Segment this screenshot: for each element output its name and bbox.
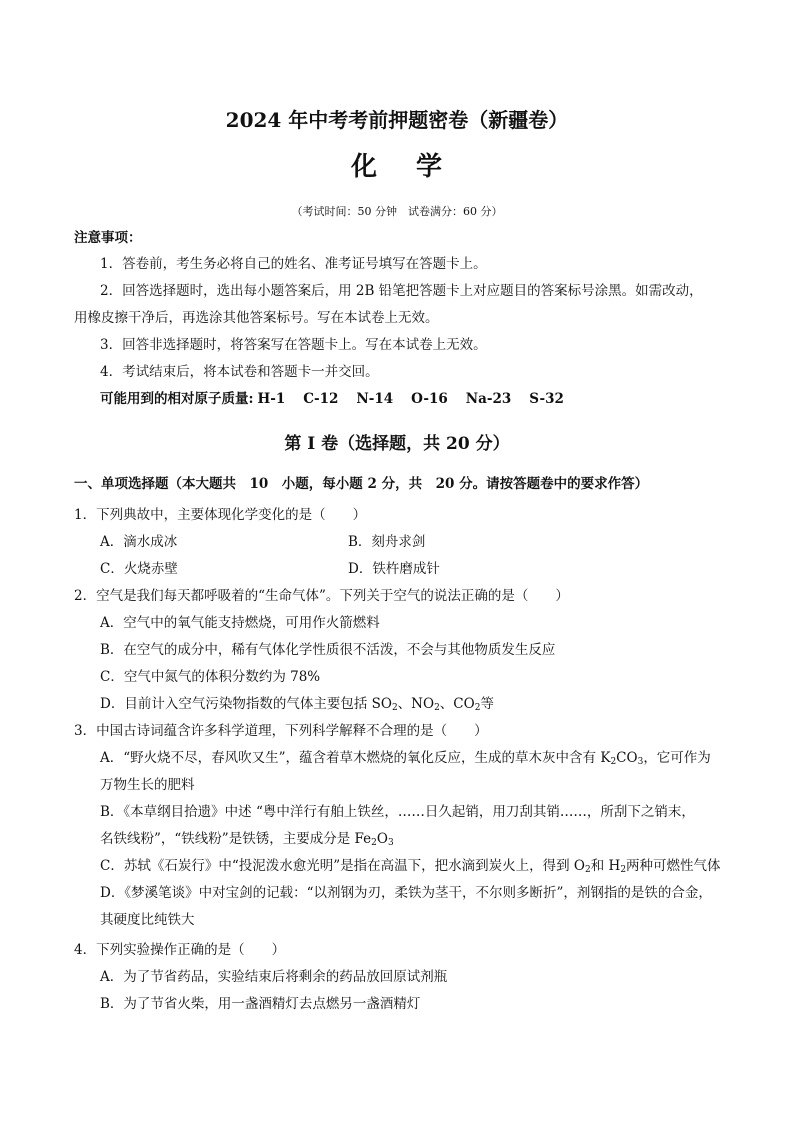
question-3-stem: 3．中国古诗词蕴含许多科学道理，下列科学解释不合理的是（ ） bbox=[74, 723, 488, 739]
subscript: 2 bbox=[371, 838, 377, 848]
notice-heading: 注意事项： bbox=[74, 230, 142, 246]
text: 两种可燃性气体 bbox=[626, 858, 721, 874]
exam-title: 2024 年中考考前押题密卷（新疆卷） bbox=[225, 108, 569, 132]
subject-char-2: 学 bbox=[416, 152, 444, 182]
atomic-mass: H-1 bbox=[257, 391, 286, 407]
text: ，它可作为 bbox=[643, 750, 711, 766]
question-1-options-row-1 bbox=[100, 533, 425, 551]
question-2-option-b: B．在空气的成分中，稀有气体化学性质很不活泼，不会与其他物质发生反应 bbox=[100, 642, 556, 658]
atomic-mass: Na-23 bbox=[465, 391, 512, 407]
question-3-option-d-line-2: 其硬度比纯铁大 bbox=[100, 912, 195, 928]
text: 等 bbox=[480, 696, 494, 712]
part1-heading: 一、单项选择题（本大题共 10 小题，每小题 2 分，共 20 分。请按答题卷中的要求作答） bbox=[74, 476, 649, 492]
question-3-option-b-line-2 bbox=[100, 830, 394, 848]
question-3-option-a-line-2: 万物生长的肥料 bbox=[100, 777, 195, 793]
question-3-option-d-line-1: D．《梦溪笔谈》中对宝剑的记载：“以剂钢为刃，柔铁为茎干，不尔则多断折”，剂钢指的是铁的合金， bbox=[100, 885, 712, 901]
question-2-option-d bbox=[100, 695, 494, 713]
subscript: 2 bbox=[610, 757, 617, 767]
notice-item-1: 1．答卷前，考生务必将自己的姓名、准考证号填写在答题卡上。 bbox=[100, 256, 487, 272]
subscript: 2 bbox=[391, 703, 398, 713]
question-1-options-row-2 bbox=[100, 560, 440, 578]
question-2-option-a: A．空气中的氧气能支持燃烧，可用作火箭燃料 bbox=[100, 615, 380, 631]
subject-char-1: 化 bbox=[350, 152, 378, 182]
question-2-option-c: C．空气中氮气的体积分数约为 78% bbox=[100, 669, 321, 685]
notice-item-4: 4．考试结束后，将本试卷和答题卡一并交回。 bbox=[100, 364, 379, 380]
text: D．目前计入空气污染物指数的气体主要包括 SO bbox=[100, 696, 392, 712]
question-3-option-c bbox=[100, 857, 721, 875]
text: O bbox=[376, 831, 388, 847]
question-3-option-b-line-1: B．《本草纲目拾遗》中述 “粤中洋行有舶上铁丝，……日久起销，用刀刮其销……，所刮下之销末， bbox=[100, 804, 695, 820]
subject-title bbox=[0, 146, 794, 183]
section-title: 第 I 卷（选择题，共 20 分） bbox=[284, 434, 510, 454]
text: 和 H bbox=[590, 858, 621, 874]
subscript: 2 bbox=[434, 703, 440, 713]
text: CO bbox=[616, 750, 638, 766]
question-4-option-b: B．为了节省火柴，用一盏酒精灯去点燃另一盏酒精灯 bbox=[100, 996, 421, 1012]
notice-item-2-line-1: 2．回答选择题时，选出每小题答案后，用 2B 铅笔把答题卡上对应题目的答案标号涂黑。如需改动， bbox=[100, 283, 703, 299]
notice-item-3: 3．回答非选择题时，将答案写在答题卡上。写在本试卷上无效。 bbox=[100, 337, 487, 353]
text: A．“野火烧不尽，春风吹又生”，蕴含着草木燃烧的氧化反应，生成的草木灰中含有 K bbox=[100, 750, 611, 766]
subscript: 2 bbox=[620, 865, 627, 875]
text: C．苏轼《石炭行》中“投泥泼水愈光明”是指在高温下，把水滴到炭火上，得到 O bbox=[100, 858, 585, 874]
atomic-masses bbox=[100, 390, 582, 408]
atomic-mass: N-14 bbox=[356, 391, 394, 407]
option-a: A．滴水成冰 bbox=[100, 534, 178, 550]
option-b: B．刻舟求剑 bbox=[348, 534, 426, 550]
question-4-stem: 4．下列实验操作正确的是（ ） bbox=[74, 942, 286, 958]
option-d: D．铁杵磨成针 bbox=[348, 561, 440, 577]
notice-item-2-line-2: 用橡皮擦干净后，再选涂其他答案标号。写在本试卷上无效。 bbox=[74, 310, 439, 326]
atomic-mass: C-12 bbox=[303, 391, 339, 407]
subscript: 2 bbox=[585, 865, 591, 875]
question-3-option-a-line-1 bbox=[100, 749, 711, 767]
subscript: 3 bbox=[637, 757, 644, 767]
subscript: 3 bbox=[387, 838, 394, 848]
question-2-stem: 2．空气是我们每天都呼吸着的“生命气体”。下列关于空气的说法正确的是（ ） bbox=[74, 588, 569, 604]
text: 、CO bbox=[439, 696, 475, 712]
text: 名铁线粉”，“铁线粉”是铁锈，主要成分是 Fe bbox=[100, 831, 372, 847]
subscript: 2 bbox=[474, 703, 481, 713]
question-4-option-a: A．为了节省药品，实验结束后将剩余的药品放回原试剂瓶 bbox=[100, 969, 448, 985]
atomic-mass: O-16 bbox=[411, 391, 448, 407]
option-c: C．火烧赤壁 bbox=[100, 561, 178, 577]
time-info: （考试时间：50 分钟 试卷满分：60 分） bbox=[291, 205, 503, 218]
atomic-mass: S-32 bbox=[529, 391, 564, 407]
atomic-label: 可能用到的相对原子质量: bbox=[100, 391, 254, 407]
text: 、NO bbox=[397, 696, 435, 712]
question-1-stem: 1．下列典故中，主要体现化学变化的是（ ） bbox=[74, 507, 367, 523]
